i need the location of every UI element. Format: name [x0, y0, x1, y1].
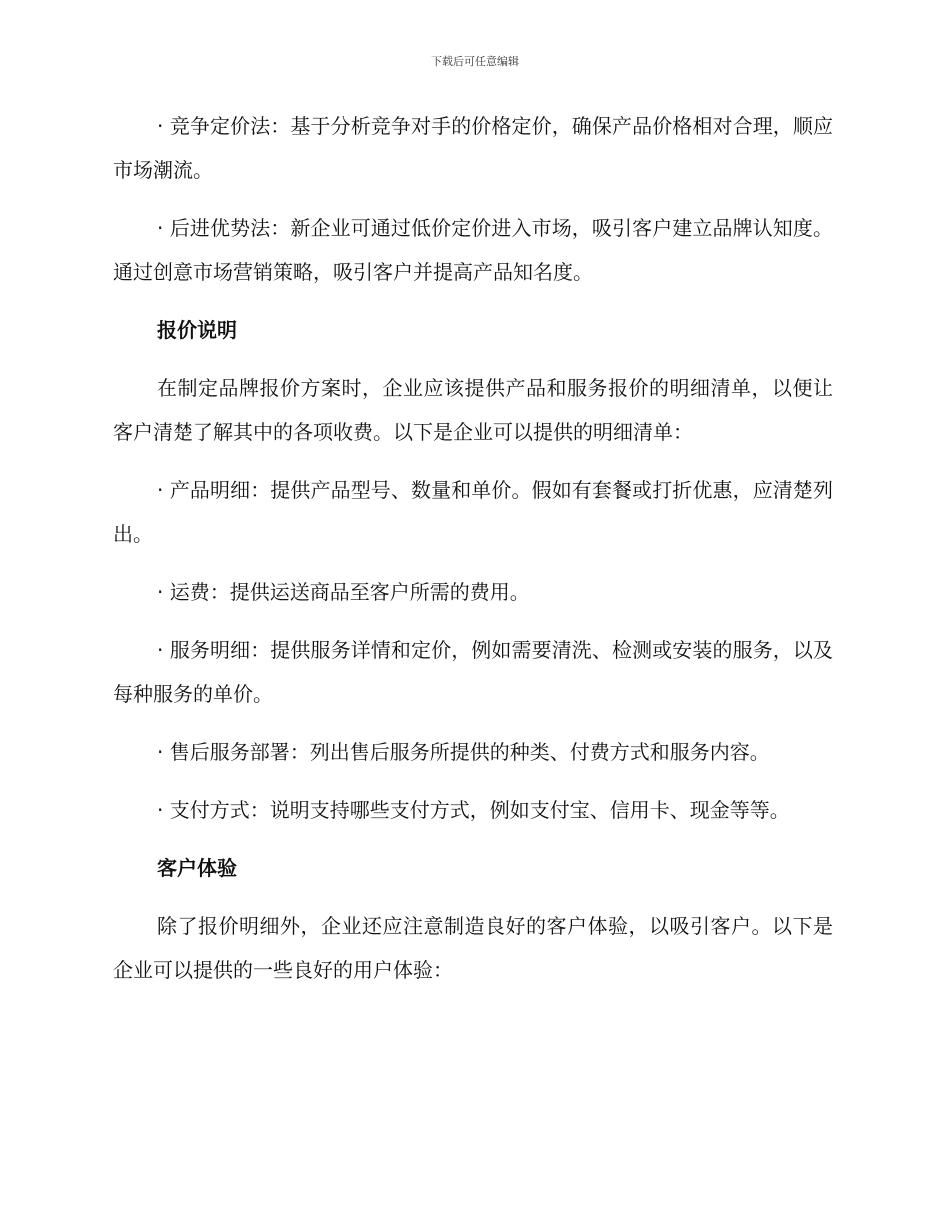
bullet-latecomer-advantage: · 后进优势法：新企业可通过低价定价进入市场，吸引客户建立品牌认知度。通过创意市场营销策略，吸引客户并提高产品知名度。	[113, 216, 833, 284]
paragraph-quote-intro: 在制定品牌报价方案时，企业应该提供产品和服务报价的明细清单，以便让客户清楚了解其中的各项收费。以下是企业可以提供的明细清单：	[113, 376, 833, 444]
bullet-shipping-fee: · 运费：提供运送商品至客户所需的费用。	[157, 580, 530, 604]
document-body	[113, 104, 833, 1006]
section-heading-quote-explanation: 报价说明	[157, 318, 237, 342]
section-heading-customer-experience: 客户体验	[157, 856, 237, 880]
paragraph-experience-intro: 除了报价明细外，企业还应注意制造良好的客户体验，以吸引客户。以下是企业可以提供的一些良好的用户体验：	[113, 914, 833, 982]
bullet-competitive-pricing: · 竞争定价法：基于分析竞争对手的价格定价，确保产品价格相对合理，顺应市场潮流。	[113, 114, 833, 182]
bullet-service-details: · 服务明细：提供服务详情和定价，例如需要清洗、检测或安装的服务，以及每种服务的单价。	[113, 638, 833, 706]
bullet-after-sales: · 售后服务部署：列出售后服务所提供的种类、付费方式和服务内容。	[157, 740, 770, 764]
bullet-product-details: · 产品明细：提供产品型号、数量和单价。假如有套餐或打折优惠，应清楚列出。	[113, 478, 833, 546]
bullet-payment-methods: · 支付方式：说明支持哪些支付方式，例如支付宝、信用卡、现金等等。	[157, 798, 790, 822]
page-header: 下载后可任意编辑	[431, 55, 519, 68]
